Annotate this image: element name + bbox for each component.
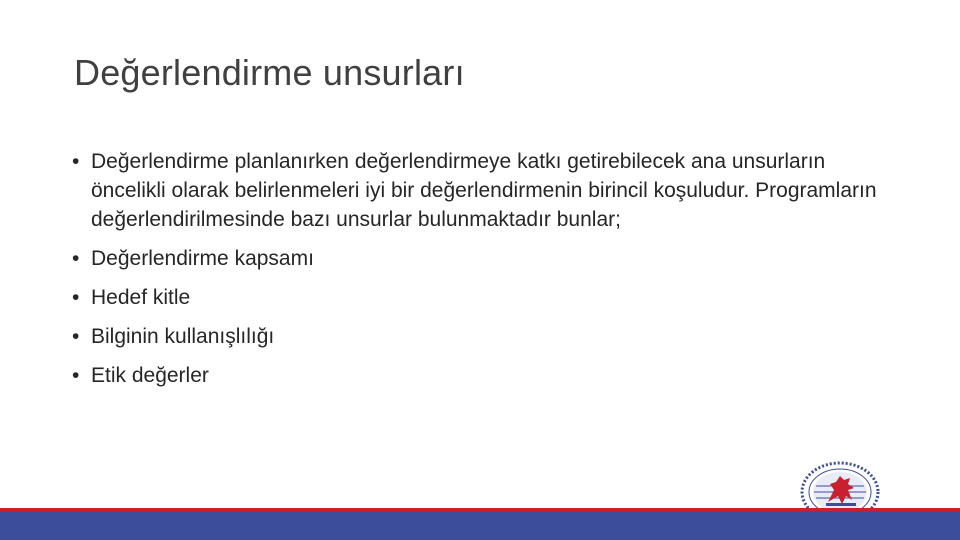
bullet-item: • Bilginin kullanışlılığı: [72, 322, 892, 351]
slide-title: Değerlendirme unsurları: [74, 52, 465, 93]
bullet-item: • Etik değerler: [72, 361, 892, 390]
bullet-item: • Değerlendirme planlanırken değerlendirmeye katkı getirebilecek ana unsurların öncelikli olarak belirlenmeleri iyi bir değerlendirmenin birincil koşuludur. Programların değerlendirilmesinde bazı unsurlar bulunmaktadır bunlar;: [72, 147, 892, 234]
bullet-item: • Hedef kitle: [72, 283, 892, 312]
bullet-item: • Değerlendirme kapsamı: [72, 244, 892, 273]
bullet-list: [72, 147, 892, 400]
bottom-bar: [0, 511, 960, 540]
